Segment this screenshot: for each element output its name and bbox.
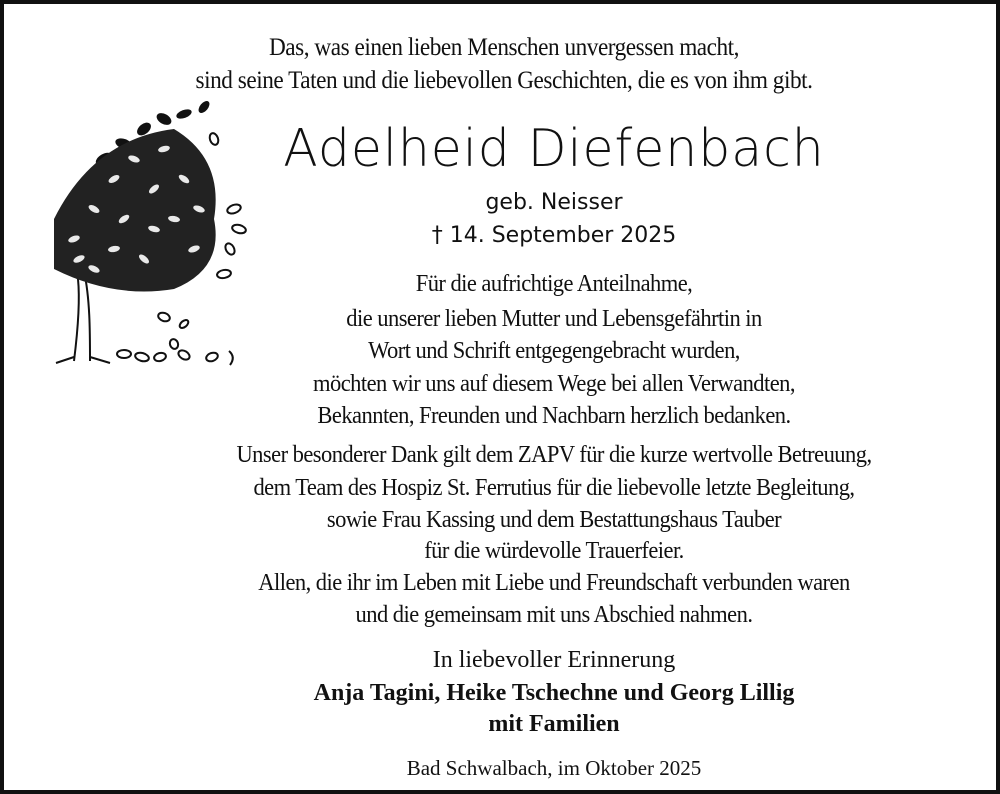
deceased-name: Adelheid Diefenbach: [283, 119, 825, 179]
thanks-line-1: Für die aufrichtige Anteilnahme,: [415, 270, 693, 297]
place-date: Bad Schwalbach, im Oktober 2025: [406, 756, 702, 780]
thanks-line-4: möchten wir uns auf diesem Wege bei allen Verwandten,: [313, 370, 795, 397]
thanks-line-2: die unserer lieben Mutter und Lebensgefährtin in: [346, 305, 762, 332]
signature-families: mit Familien: [488, 711, 620, 737]
special-thanks-line-2: dem Team des Hospiz St. Ferrutius für die liebevolle letzte Begleitung,: [253, 474, 855, 501]
thanks-line-3: Wort und Schrift entgegengebracht wurden,: [368, 337, 740, 364]
signature-names: Anja Tagini, Heike Tschechne und Georg Lillig: [313, 680, 795, 706]
quote-line-1: Das, was einen lieben Menschen unvergessen macht,: [268, 34, 740, 61]
thanks-line-5: Bekannten, Freunden und Nachbarn herzlich bedanken.: [317, 402, 791, 429]
death-date: † 14. September 2025: [431, 223, 677, 248]
signature-intro: In liebevoller Erinnerung: [432, 647, 676, 673]
special-thanks-line-4: für die würdevolle Trauerfeier.: [424, 537, 684, 564]
special-thanks-line-3: sowie Frau Kassing und dem Bestattungshaus Tauber: [326, 506, 782, 533]
special-thanks-line-1: Unser besonderer Dank gilt dem ZAPV für die kurze wertvolle Betreuung,: [236, 441, 872, 468]
birth-name: geb. Neisser: [485, 190, 623, 215]
special-thanks-line-6: und die gemeinsam mit uns Abschied nahmen.: [355, 601, 753, 628]
quote-line-2: sind seine Taten und die liebevollen Geschichten, die es von ihm gibt.: [195, 67, 813, 94]
special-thanks-line-5: Allen, die ihr im Leben mit Liebe und Freundschaft verbunden waren: [258, 569, 850, 596]
